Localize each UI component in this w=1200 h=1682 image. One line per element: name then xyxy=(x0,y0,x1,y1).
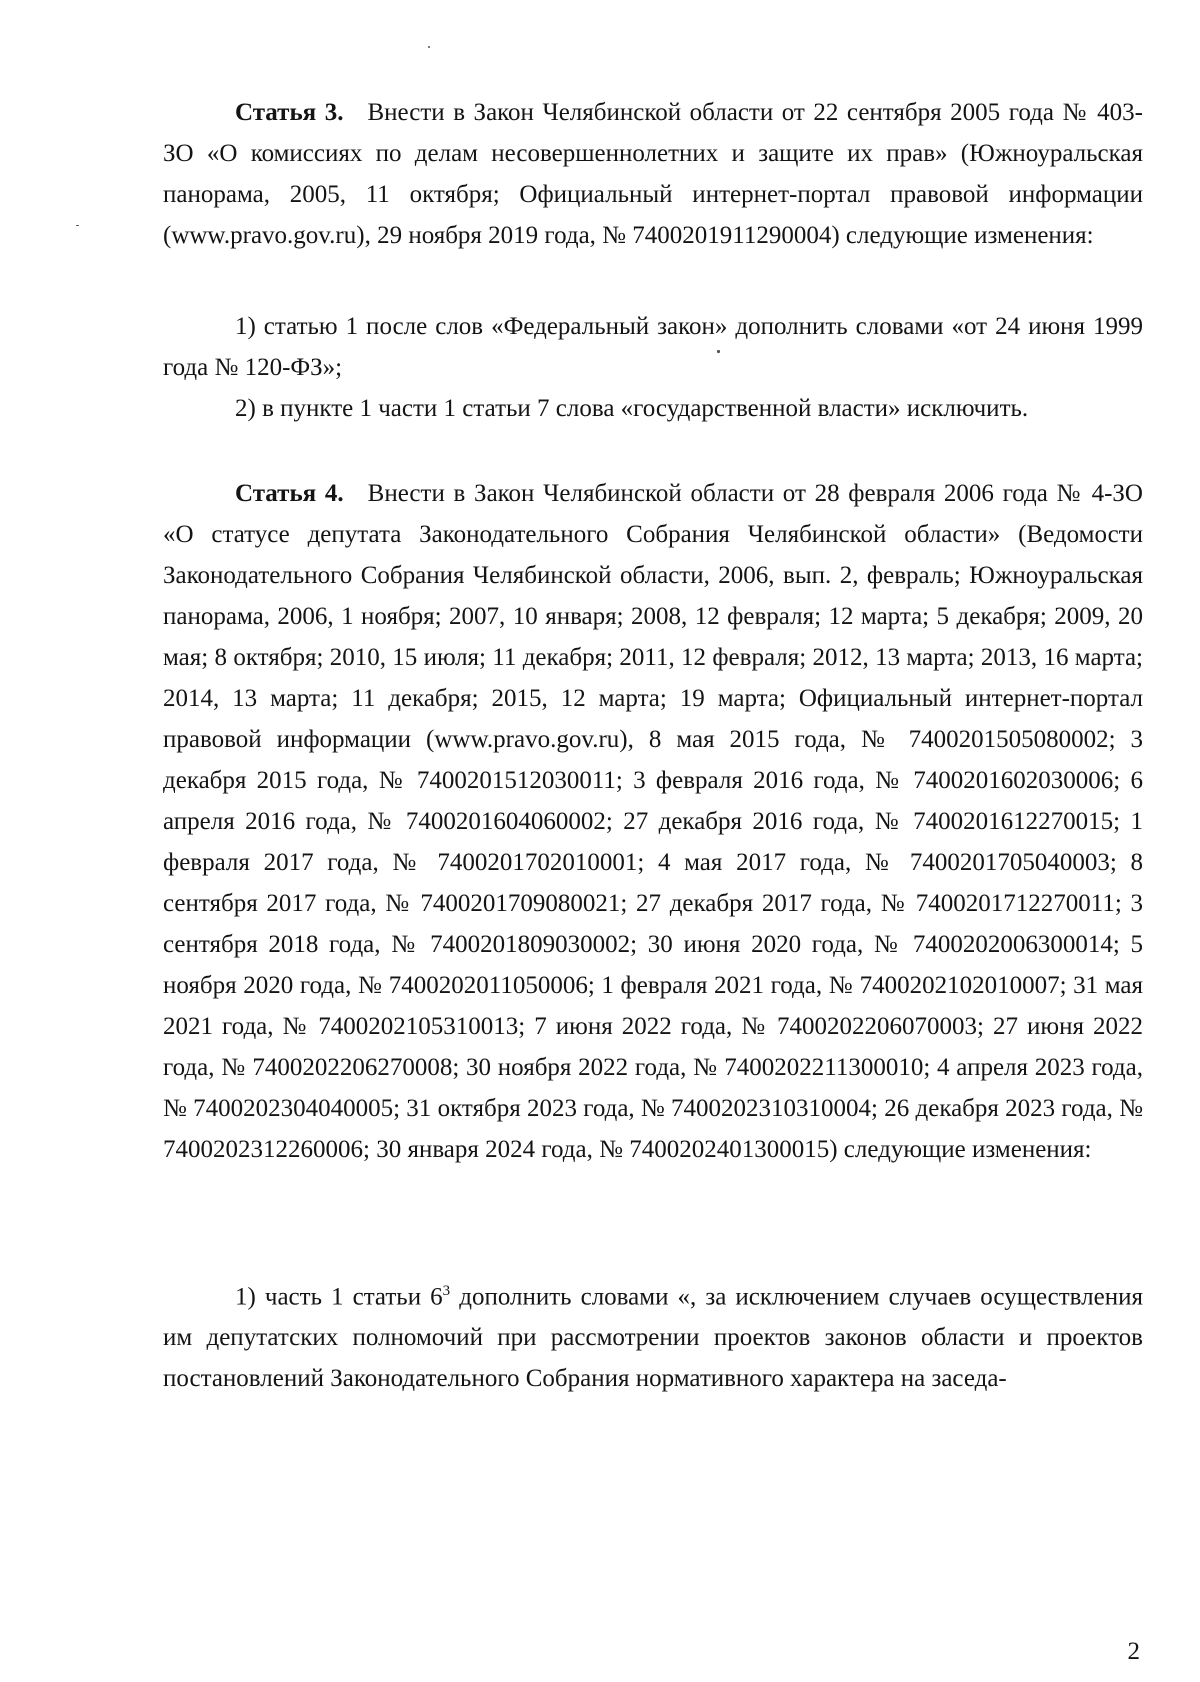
item-1-text-end: дополнить словами «, за исключением случаев осуществления им депутатских полномочий при рассмотрении проектов законов области и проектов постановлений Законодательного Собрания нормативного характера на заседа- xyxy=(163,1283,1143,1393)
page-number: 2 xyxy=(1127,1638,1140,1665)
item-1-text-start: 1) часть 1 статьи 6 xyxy=(235,1283,443,1311)
article-3-intro: Внести в Закон Челябинской области от 22 сентября 2005 года № 403-ЗО «О комиссиях по делам несовершеннолетних и защите их прав» (Южноуральская панорама, 2005, 11 октября; Официальный интернет-портал правовой информации (www.pravo.gov.ru), 29 ноября 2019 года, № 7400201911290004) следующие изменения: xyxy=(163,99,1143,249)
article-4-paragraph xyxy=(163,473,1143,1170)
article-3-item-2: 2) в пункте 1 части 1 статьи 7 слова «государственной власти» исключить. xyxy=(235,395,1029,422)
article-3-paragraph xyxy=(163,92,1143,256)
article-3-item-1: 1) статью 1 после слов «Федеральный закон» дополнить словами «от 24 июня 1999 года № 120-ФЗ»; xyxy=(163,313,1143,381)
article-4-item-1 xyxy=(163,1271,1143,1399)
article-3-heading: Статья 3. xyxy=(235,99,344,126)
article-4-heading: Статья 4. xyxy=(235,480,344,507)
scan-speck xyxy=(76,225,79,226)
scan-speck xyxy=(428,46,430,48)
article-4-intro: Внести в Закон Челябинской области от 28 февраля 2006 года № 4-ЗО «О статусе депутата Законодательного Собрания Челябинской области» (Ведомости Законодательного Собрания Челябинской области, 2006, вып. 2, февраль; Южноуральская панорама, 2006, 1 ноября; 2007, 10 января; 2008, 12 февраля; 12 марта; 5 декабря; 2009, 20 мая; 8 октября; 2010, 15 июля; 11 декабря; 2011, 12 февраля; 2012, 13 марта; 2013, 16 марта; 2014, 13 марта; 11 декабря; 2015, 12 марта; 19 марта; Официальный интернет-портал правовой информации (www.pravo.gov.ru), 8 мая 2015 года, № 7400201505080002; 3 декабря 2015 года, № 7400201512030011; 3 февраля 2016 года, № 7400201602030006; 6 апреля 2016 года, № 7400201604060002; 27 декабря 2016 года, № 7400201612270015; 1 февраля 2017 года, № 7400201702010001; 4 мая 2017 года, № 7400201705040003; 8 сентября 2017 года, № 7400201709080021; 27 декабря 2017 года, № 7400201712270011; 3 сентября 2018 года, № 7400201809030002; 30 июня 2020 года, № 7400202006300014; 5 ноября 2020 года, № 7400202011050006; 1 февраля 2021 года, № 7400202102010007; 31 мая 2021 года, № 7400202105310013; 7 июня 2022 года, № 7400202206070003; 27 июня 2022 года, № 7400202206270008; 30 ноября 2022 года, № 7400202211300010; 4 апреля 2023 года, № 7400202304040005; 31 октября 2023 года, № 7400202310310004; 26 декабря 2023 года, № 7400202312260006; 30 января 2024 года, № 7400202401300015) следующие изменения: xyxy=(163,480,1143,1163)
superscript: 3 xyxy=(442,1283,451,1299)
